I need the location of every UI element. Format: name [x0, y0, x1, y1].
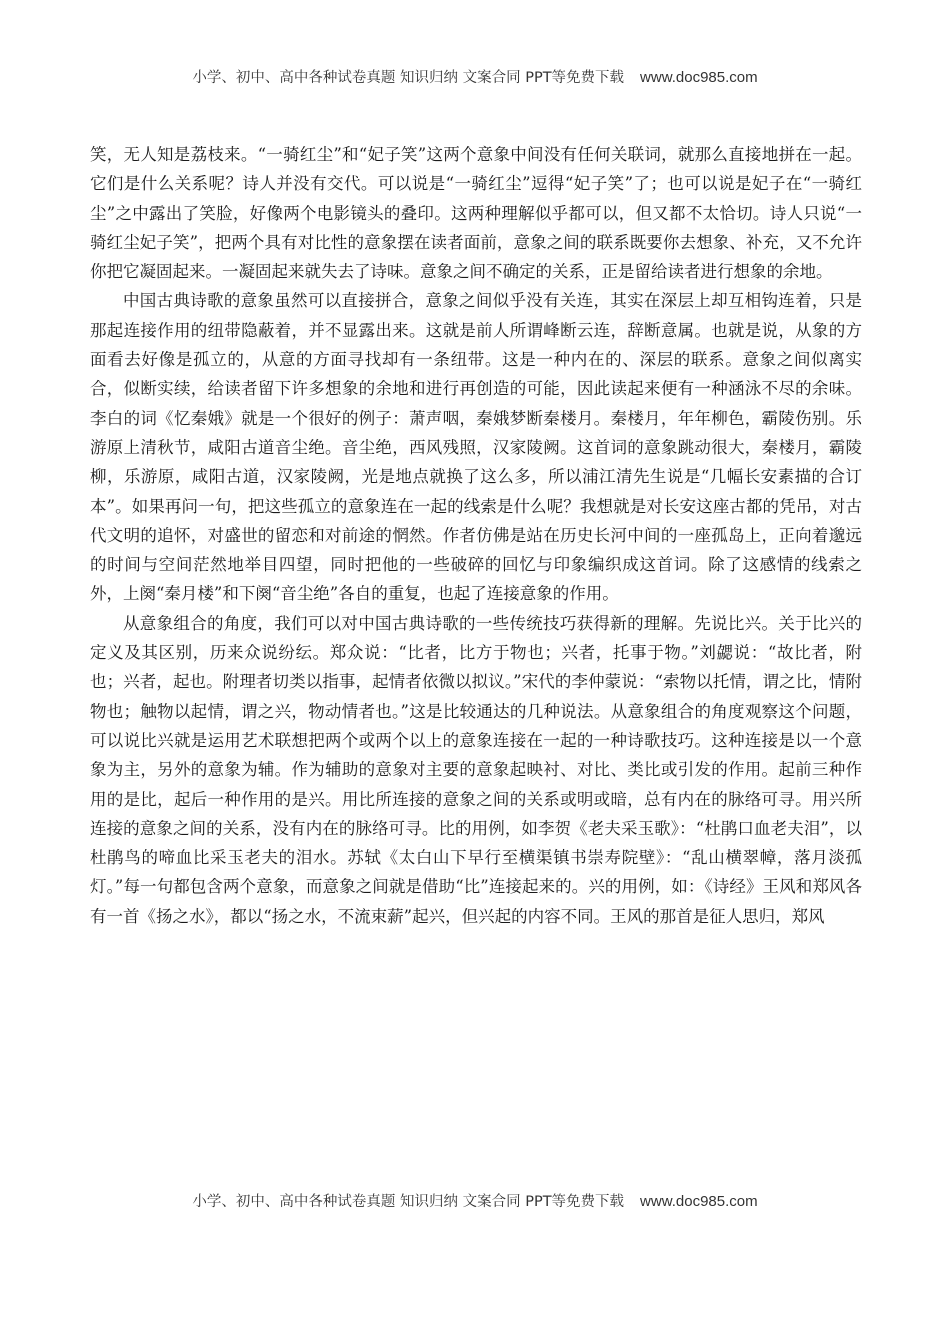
page-header: [0, 66, 950, 87]
footer-text: 小学、初中、高中各种试卷真题 知识归纳 文案合同 PPT等免费下载: [192, 1194, 625, 1210]
header-url[interactable]: www.doc985.com: [640, 69, 758, 86]
header-text: 小学、初中、高中各种试卷真题 知识归纳 文案合同 PPT等免费下载: [192, 70, 625, 86]
paragraph-1: 笑，无人知是荔枝来。“一骑红尘”和“妃子笑”这两个意象中间没有任何关联词，就那么直接地拼在一起。它们是什么关系呢？诗人并没有交代。可以说是“一骑红尘”逗得“妃子笑”了；也可以说是妃子在“一骑红尘”之中露出了笑脸，好像两个电影镜头的叠印。这两种理解似乎都可以，但又都不太恰切。诗人只说“一骑红尘妃子笑”，把两个具有对比性的意象摆在读者面前，意象之间的联系既要你去想象、补充，又不允许你把它凝固起来。一凝固起来就失去了诗味。意象之间不确定的关系，正是留给读者进行想象的余地。: [90, 145, 862, 282]
article-body: [90, 140, 862, 931]
page-footer: [0, 1190, 950, 1211]
paragraph-2: 中国古典诗歌的意象虽然可以直接拼合，意象之间似乎没有关连，其实在深层上却互相钩连着，只是那起连接作用的纽带隐蔽着，并不显露出来。这就是前人所谓峰断云连，辞断意属。也就是说，从象的方面看去好像是孤立的，从意的方面寻找却有一条纽带。这是一种内在的、深层的联系。意象之间似离实合，似断实续，给读者留下许多想象的余地和进行再创造的可能，因此读起来便有一种涵泳不尽的余味。李白的词《忆秦娥》就是一个很好的例子：萧声咽，秦娥梦断秦楼月。秦楼月，年年柳色，霸陵伤别。乐游原上清秋节，咸阳古道音尘绝。音尘绝，西风残照，汉家陵阙。这首词的意象跳动很大，秦楼月，霸陵柳，乐游原，咸阳古道，汉家陵阙，光是地点就换了这么多，所以浦江清先生说是“几幅长安素描的合订本”。如果再问一句，把这些孤立的意象连在一起的线索是什么呢？我想就是对长安这座古都的凭吊，对古代文明的追怀，对盛世的留恋和对前途的惘然。作者仿佛是站在历史长河中间的一座孤岛上，正向着邈远的时间与空间茫然地举目四望，同时把他的一些破碎的回忆与印象编织成这首词。除了这感情的线索之外，上阕“秦月楼”和下阕“音尘绝”各自的重复，也起了连接意象的作用。: [90, 291, 862, 604]
paragraph-3: 从意象组合的角度，我们可以对中国古典诗歌的一些传统技巧获得新的理解。先说比兴。关于比兴的定义及其区别，历来众说纷纭。郑众说：“比者，比方于物也；兴者，托事于物。”刘勰说：“故比者，附也；兴者，起也。附理者切类以指事，起情者依微以拟议。”宋代的李仲蒙说：“索物以托情，谓之比，情附物也；触物以起情，谓之兴，物动情者也。”这是比较通达的几种说法。从意象组合的角度观察这个问题，可以说比兴就是运用艺术联想把两个或两个以上的意象连接在一起的一种诗歌技巧。这种连接是以一个意象为主，另外的意象为辅。作为辅助的意象对主要的意象起映衬、对比、类比或引发的作用。起前三种作用的是比，起后一种作用的是兴。用比所连接的意象之间的关系或明或暗，总有内在的脉络可寻。用兴所连接的意象之间的关系，没有内在的脉络可寻。比的用例，如李贺《老夫采玉歌》：“杜鹃口血老夫泪”，以杜鹃鸟的啼血比采玉老夫的泪水。苏轼《太白山下早行至横渠镇书崇寿院壁》：“乱山横翠幛，落月淡孤灯。”每一句都包含两个意象，而意象之间就是借助“比”连接起来的。兴的用例，如：《诗经》王风和郑风各有一首《扬之水》，都以“扬之水，不流束薪”起兴，但兴起的内容不同。王风的那首是征人思归，郑风: [90, 613, 862, 926]
footer-url[interactable]: www.doc985.com: [640, 1193, 758, 1210]
